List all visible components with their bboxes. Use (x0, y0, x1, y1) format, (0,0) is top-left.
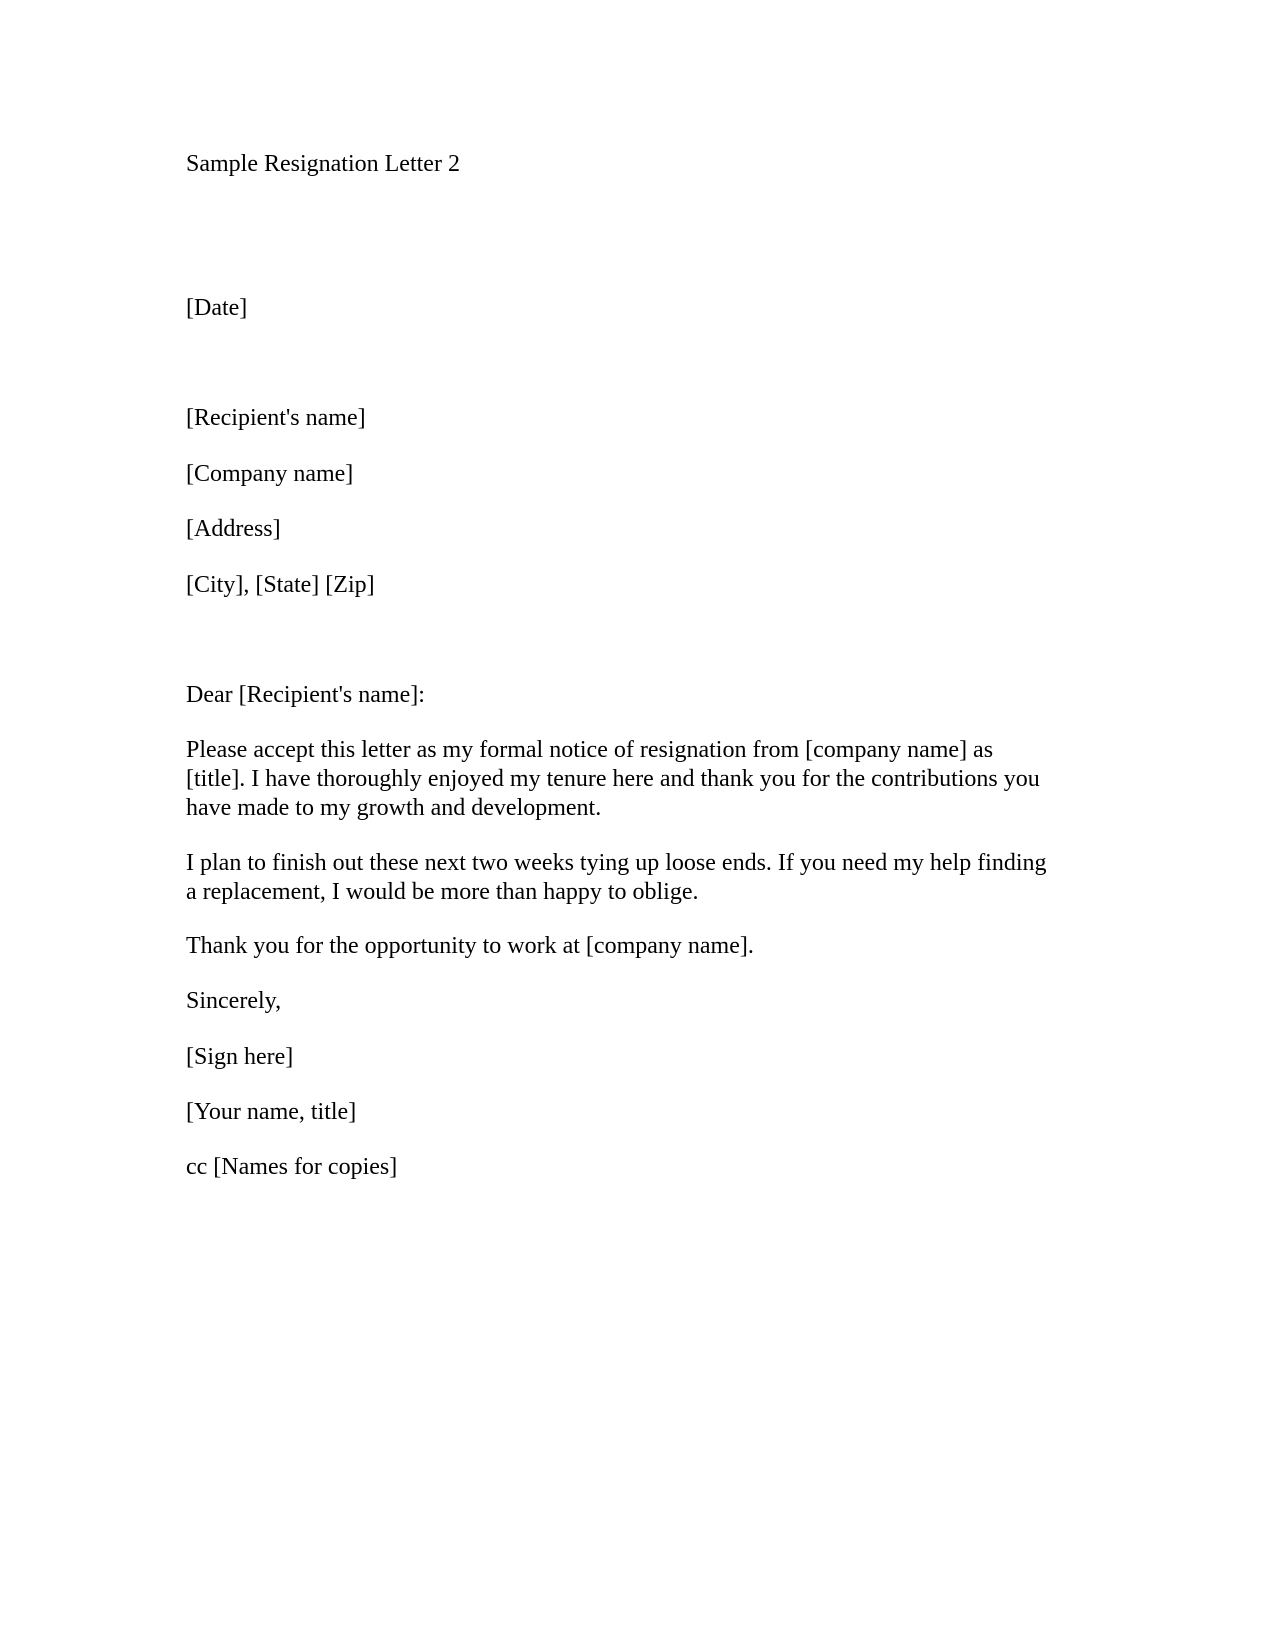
closing: Sincerely, (186, 988, 282, 1014)
name-title: [Your name, title] (186, 1099, 357, 1125)
company-name: [Company name] (186, 461, 354, 487)
address-line: [Address] (186, 516, 281, 542)
body-paragraph-1 (186, 736, 1040, 823)
body-paragraph-1-line: [title]. I have thoroughly enjoyed my tenure here and thank you for the contributions you (186, 766, 1040, 792)
city-state-zip: [City], [State] [Zip] (186, 572, 375, 598)
document-title: Sample Resignation Letter 2 (186, 151, 460, 177)
signature-placeholder: [Sign here] (186, 1044, 294, 1070)
salutation: Dear [Recipient's name]: (186, 682, 425, 708)
body-paragraph-2 (186, 849, 1047, 907)
body-paragraph-3: Thank you for the opportunity to work at [company name]. (186, 933, 754, 959)
cc-line: cc [Names for copies] (186, 1154, 398, 1180)
date-line: [Date] (186, 295, 248, 321)
body-paragraph-2-line: a replacement, I would be more than happy to oblige. (186, 879, 699, 905)
body-paragraph-1-line: have made to my growth and development. (186, 795, 602, 821)
body-paragraph-2-line: I plan to finish out these next two weeks tying up loose ends. If you need my help finding (186, 850, 1047, 876)
recipient-name: [Recipient's name] (186, 405, 366, 431)
body-paragraph-1-line: Please accept this letter as my formal notice of resignation from [company name] as (186, 737, 994, 763)
